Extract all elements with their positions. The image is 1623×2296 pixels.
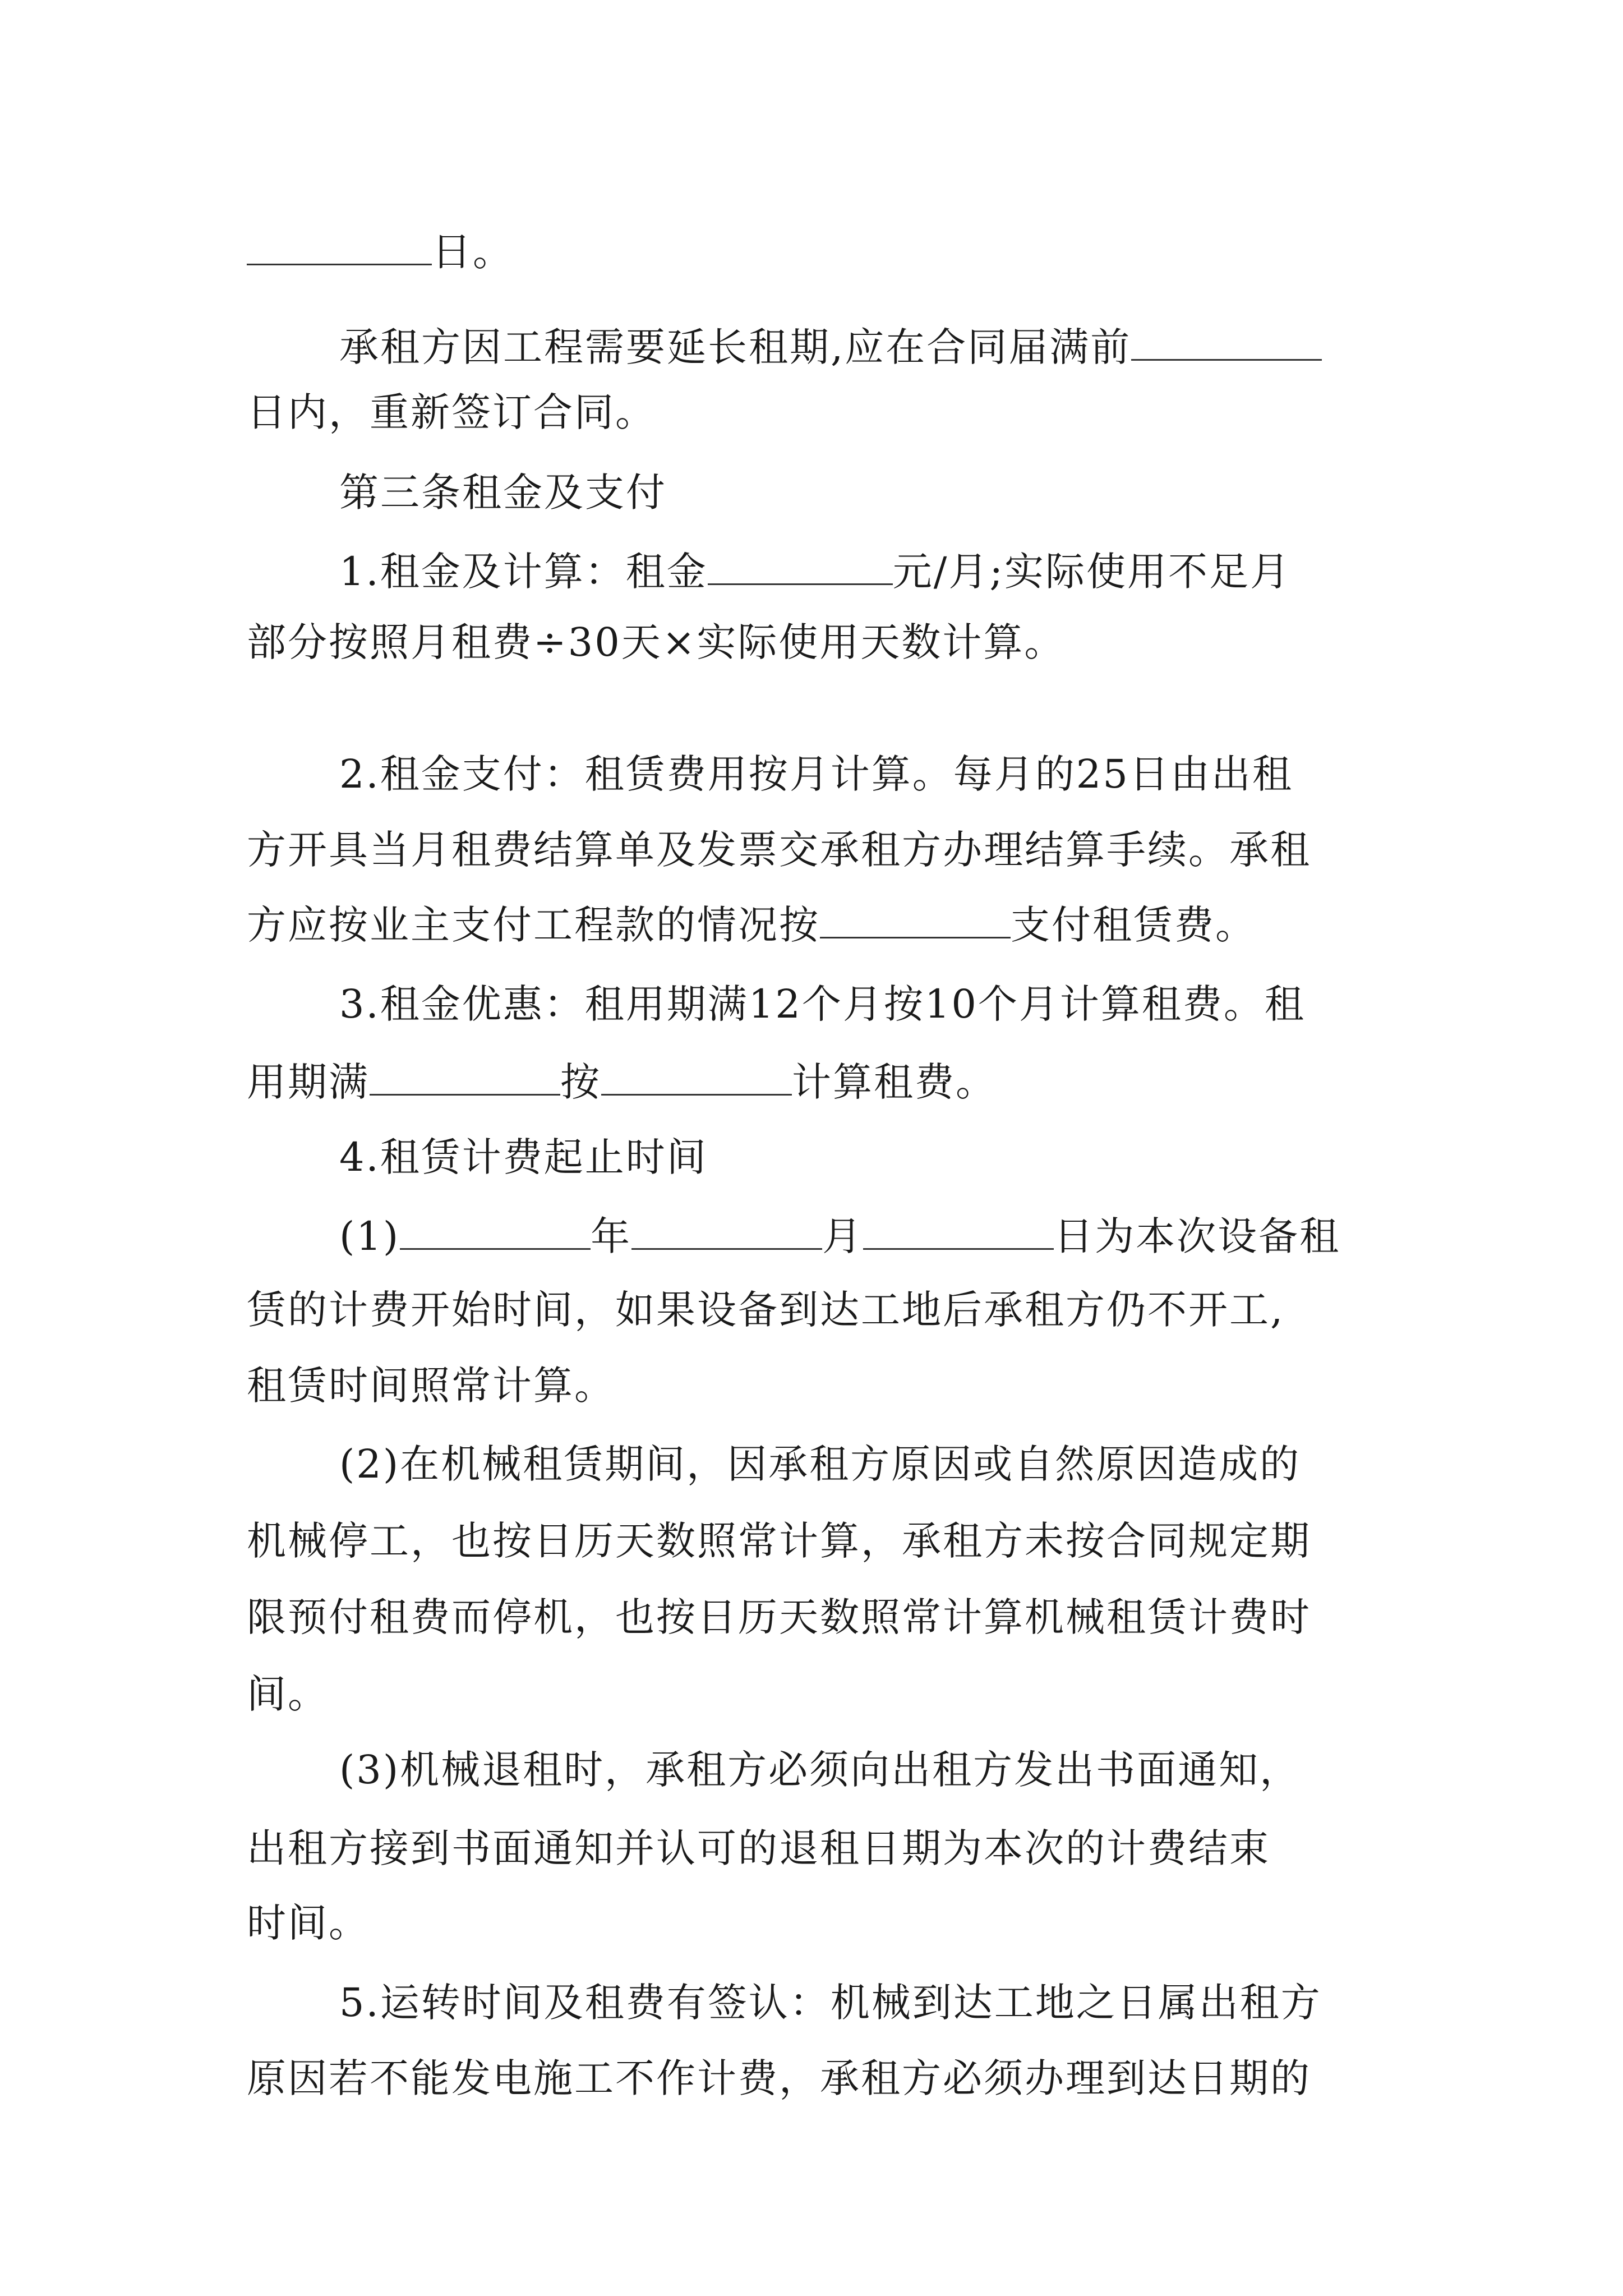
line-text: 租赁时间照常计算。 xyxy=(247,1363,615,1409)
line-text: 5.运转时间及租费有签认：机械到达工地之日属出租方 xyxy=(339,1980,1322,2026)
text-line xyxy=(339,324,1322,370)
text-line xyxy=(339,470,667,516)
line-text: 元/月;实际使用不足月 xyxy=(892,549,1291,595)
line-text: 第三条租金及支付 xyxy=(339,470,667,516)
text-line xyxy=(247,229,514,275)
line-text: 日。 xyxy=(432,229,514,275)
text-line xyxy=(339,751,1293,797)
fill-in-blank[interactable] xyxy=(247,230,432,265)
fill-in-blank[interactable] xyxy=(601,1060,792,1096)
text-line xyxy=(247,1518,1311,1564)
line-text: 间。 xyxy=(247,1671,329,1717)
text-line xyxy=(339,1134,708,1180)
line-text: 限预付租费而停机，也按日历天数照常计算机械租赁计费时 xyxy=(247,1594,1311,1640)
line-text: 日为本次设备租 xyxy=(1054,1213,1341,1259)
line-text: 4.租赁计费起止时间 xyxy=(339,1134,708,1180)
line-text: 3.租金优惠：租用期满12个月按10个月计算租费。租 xyxy=(339,981,1306,1027)
line-text: (1) xyxy=(339,1213,400,1259)
line-text: 机械停工，也按日历天数照常计算，承租方未按合同规定期 xyxy=(247,1518,1311,1564)
text-line xyxy=(247,1059,997,1105)
text-line xyxy=(247,1363,615,1409)
text-line xyxy=(247,1287,1285,1333)
line-text: 方开具当月租费结算单及发票交承租方办理结算手续。承租 xyxy=(247,827,1311,873)
text-line xyxy=(247,389,656,435)
line-text: 原因若不能发电施工不作计费，承租方必须办理到达日期的 xyxy=(247,2055,1311,2101)
text-line xyxy=(339,1980,1322,2026)
text-line xyxy=(247,1900,370,1946)
text-line xyxy=(339,981,1306,1027)
text-line xyxy=(339,1213,1341,1259)
line-text: 计算租费。 xyxy=(792,1059,997,1105)
text-line xyxy=(339,549,1291,595)
line-text: 月 xyxy=(822,1213,864,1259)
fill-in-blank[interactable] xyxy=(820,903,1011,938)
fill-in-blank[interactable] xyxy=(708,550,893,585)
text-line xyxy=(247,2055,1311,2101)
text-line xyxy=(339,1747,1301,1793)
text-line xyxy=(247,1825,1270,1871)
line-text: 1.租金及计算：租金 xyxy=(339,549,708,595)
fill-in-blank[interactable] xyxy=(370,1060,560,1096)
line-text: 承租方因工程需要延长租期,应在合同届满前 xyxy=(339,324,1132,370)
line-text: 日内，重新签订合同。 xyxy=(247,389,656,435)
line-text: 部分按照月租费÷30天×实际使用天数计算。 xyxy=(247,619,1066,665)
line-text: (2)在机械租赁期间，因承租方原因或自然原因造成的 xyxy=(339,1441,1301,1487)
text-line xyxy=(339,1441,1301,1487)
line-text: 时间。 xyxy=(247,1900,370,1946)
line-text: (3)机械退租时，承租方必须向出租方发出书面通知， xyxy=(339,1747,1301,1793)
line-text: 2.租金支付：租赁费用按月计算。每月的25日由出租 xyxy=(339,751,1293,797)
line-text: 按 xyxy=(560,1059,601,1105)
text-line xyxy=(247,902,1256,948)
line-text: 方应按业主支付工程款的情况按 xyxy=(247,902,820,948)
text-line xyxy=(247,1671,329,1717)
line-text: 支付租赁费。 xyxy=(1011,902,1256,948)
text-line xyxy=(247,827,1311,873)
fill-in-blank[interactable] xyxy=(631,1214,822,1250)
text-line xyxy=(247,1594,1311,1640)
line-text: 用期满 xyxy=(247,1059,370,1105)
line-text: 出租方接到书面通知并认可的退租日期为本次的计费结束 xyxy=(247,1825,1270,1871)
line-text: 赁的计费开始时间，如果设备到达工地后承租方仍不开工, xyxy=(247,1287,1285,1333)
fill-in-blank[interactable] xyxy=(863,1214,1054,1250)
fill-in-blank[interactable] xyxy=(400,1214,591,1250)
fill-in-blank[interactable] xyxy=(1131,325,1322,361)
line-text: 年 xyxy=(591,1213,632,1259)
text-line xyxy=(247,619,1066,665)
